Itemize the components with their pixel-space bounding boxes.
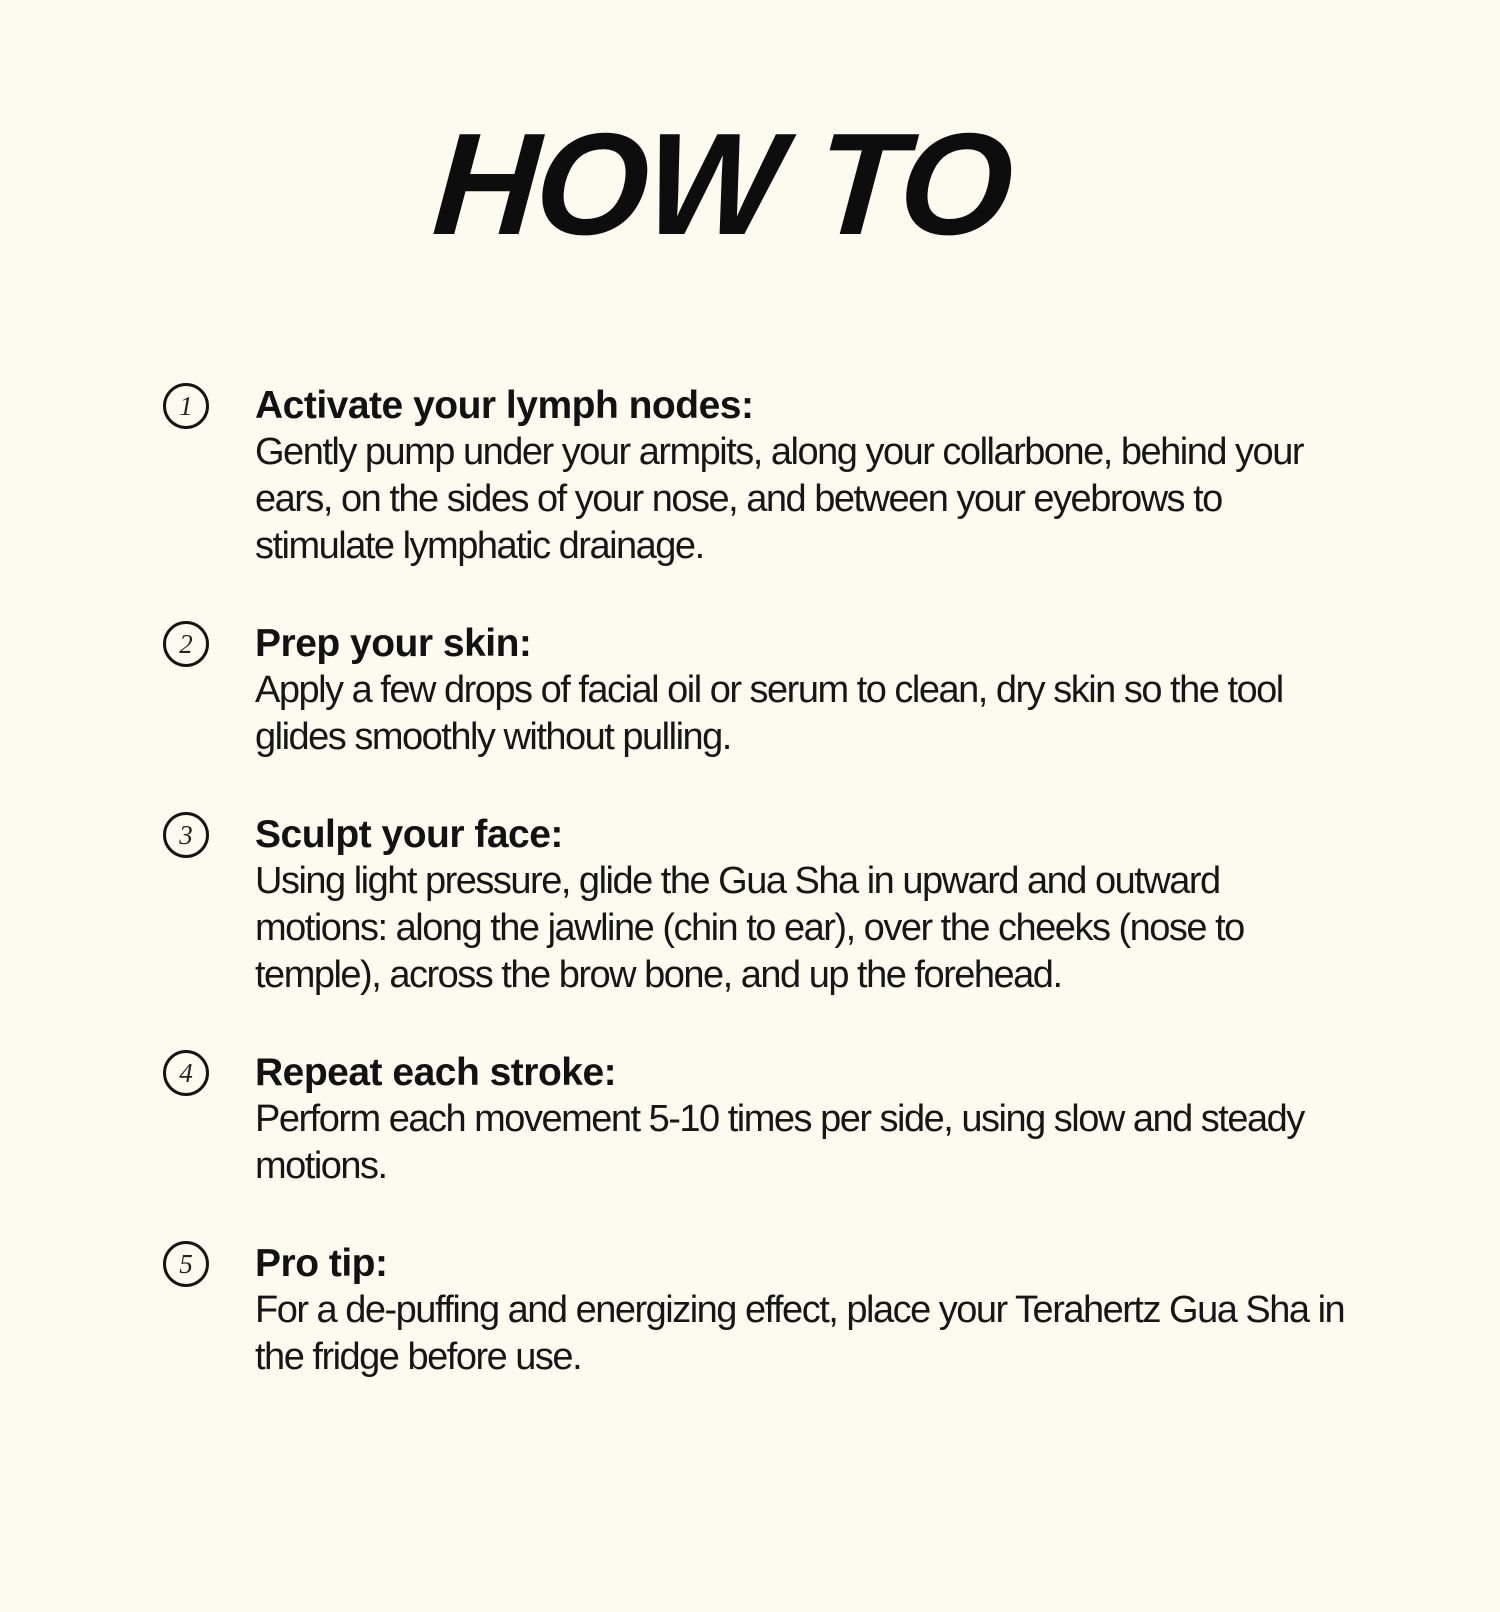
step-content: [255, 811, 1350, 999]
step-number: 1: [179, 390, 193, 421]
step-heading: Activate your lymph nodes:: [255, 384, 754, 427]
step-body: Using light pressure, glide the Gua Sha in upward and outward motions: along the jawline (chin to ear), over the cheeks (nose to temple), across the brow bone, and up the forehead.: [255, 860, 1244, 996]
step-number-badge: [163, 1241, 209, 1287]
step-item-4: [163, 1049, 1500, 1190]
step-content: [255, 1240, 1350, 1381]
step-item-1: [163, 382, 1500, 570]
step-number-badge: [163, 383, 209, 429]
step-item-2: [163, 620, 1500, 761]
step-number: 2: [179, 628, 193, 659]
step-number: 5: [179, 1248, 193, 1279]
step-item-3: [163, 811, 1500, 999]
step-number-badge: [163, 621, 209, 667]
step-content: [255, 1049, 1350, 1190]
steps-list: [163, 382, 1500, 1381]
step-body: Apply a few drops of facial oil or serum to clean, dry skin so the tool glides smoothly without pulling.: [255, 669, 1283, 758]
step-heading: Pro tip:: [255, 1242, 388, 1285]
step-item-5: [163, 1240, 1500, 1381]
step-content: [255, 620, 1350, 761]
step-number: 4: [179, 1057, 193, 1088]
step-heading: Repeat each stroke:: [255, 1051, 617, 1094]
step-heading: Sculpt your face:: [255, 813, 563, 856]
step-body: For a de-puffing and energizing effect, place your Terahertz Gua Sha in the fridge before use.: [255, 1289, 1345, 1378]
step-body: Gently pump under your armpits, along your collarbone, behind your ears, on the sides of your nose, and between your eyebrows to stimulate lymphatic drainage.: [255, 431, 1303, 567]
page-title: HOW TO: [428, 103, 1016, 265]
step-number-badge: [163, 1050, 209, 1096]
step-heading: Prep your skin:: [255, 622, 532, 665]
step-number-badge: [163, 812, 209, 858]
step-number: 3: [179, 819, 193, 850]
instruction-card: [0, 103, 1500, 1381]
step-content: [255, 382, 1350, 570]
step-body: Perform each movement 5-10 times per side, using slow and steady motions.: [255, 1098, 1304, 1187]
